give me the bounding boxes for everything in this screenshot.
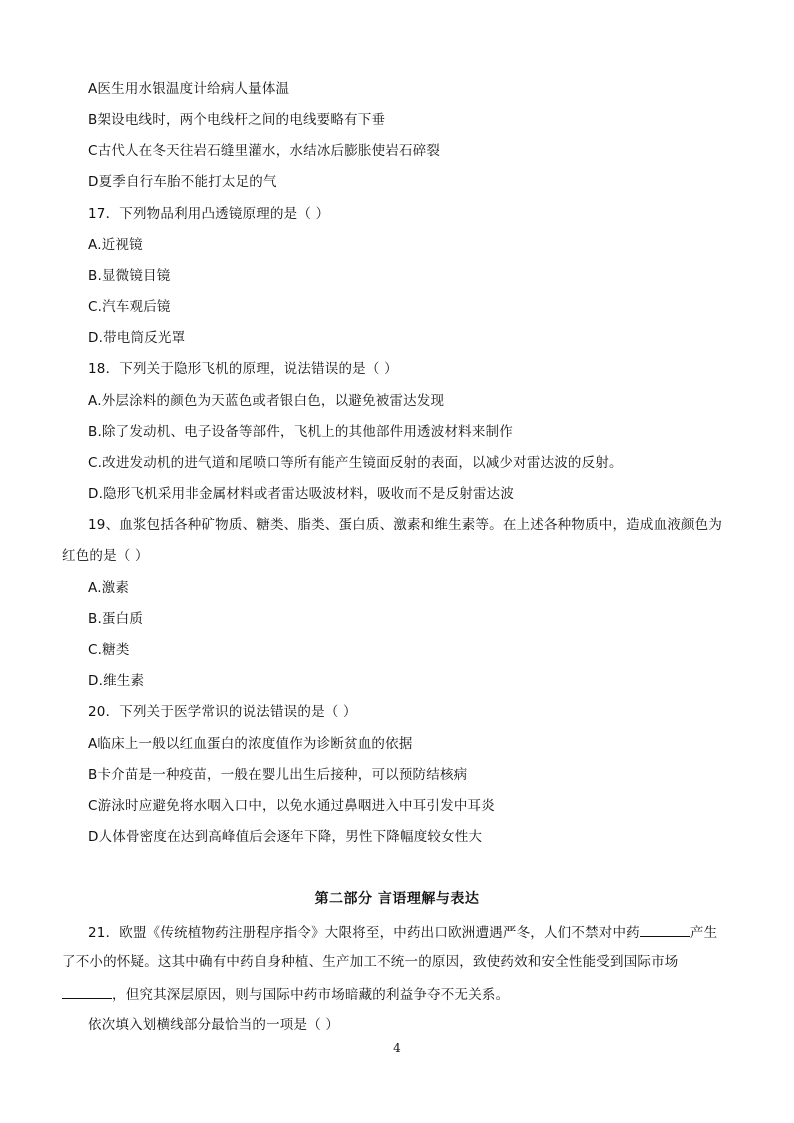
q17-stem: 17．下列物品利用凸透镜原理的是（ ） [88, 206, 330, 222]
q16-option-b: B架设电线时，两个电线杆之间的电线要略有下垂 [88, 112, 386, 128]
q17-option-a: A.近视镜 [88, 237, 143, 253]
q21-text-before-blank-1: 21．欧盟《传统植物药注册程序指令》大限将至，中药出口欧洲遭遇严冬，人们不禁对中药 [88, 925, 640, 941]
q20-option-b: B卡介苗是一种疫苗，一般在婴儿出生后接种，可以预防结核病 [88, 767, 468, 783]
q20-option-a: A临床上一般以红血蛋白的浓度值作为诊断贫血的依据 [88, 736, 413, 752]
q20-option-d: D人体骨密度在达到高峰值后会逐年下降，男性下降幅度较女性大 [88, 829, 483, 845]
q19-option-d: D.维生素 [88, 673, 145, 689]
q17-option-b: B.显微镜目镜 [88, 268, 171, 284]
q19-option-c: C.糖类 [88, 642, 130, 658]
fill-blank-2 [62, 984, 112, 999]
fill-blank-1 [640, 922, 690, 937]
q17-option-d: D.带电筒反光罩 [88, 330, 186, 346]
q18-option-c: C.改进发动机的进气道和尾喷口等所有能产生镜面反射的表面，以减少对雷达波的反射。 [88, 455, 623, 471]
q18-option-a: A.外层涂料的颜色为天蓝色或者银白色，以避免被雷达发现 [88, 393, 445, 409]
q19-stem-line-2: 红色的是（ ） [62, 548, 149, 564]
q19-option-b: B.蛋白质 [88, 611, 144, 627]
q21-stem-line-2: 了不小的怀疑。这其中确有中药自身种植、生产加工不统一的原因，致使药效和安全性能受到国际市场 [62, 954, 679, 970]
q21-stem-line-3 [62, 984, 509, 1004]
section-heading: 第二部分 言语理解与表达 [314, 891, 480, 907]
q18-option-b: B.除了发动机、电子设备等部件，飞机上的其他部件用透波材料来制作 [88, 424, 513, 440]
q21-text-after-blank-2: ，但究其深层原因，则与国际中药市场暗藏的利益争夺不无关系。 [112, 987, 510, 1003]
q16-option-c: C古代人在冬天往岩石缝里灌水，水结冰后膨胀使岩石碎裂 [88, 143, 441, 159]
q19-option-a: A.激素 [88, 580, 130, 596]
page-number: 4 [393, 1041, 401, 1055]
q21-prompt: 依次填入划横线部分最恰当的一项是（ ） [88, 1017, 340, 1033]
q20-option-c: C游泳时应避免将水咽入口中，以免水通过鼻咽进入中耳引发中耳炎 [88, 798, 495, 814]
q17-option-c: C.汽车观后镜 [88, 299, 171, 315]
q21-text-after-blank-1: 产生 [689, 925, 718, 941]
q20-stem: 20．下列关于医学常识的说法错误的是（ ） [88, 704, 357, 720]
q21-stem-line-1 [88, 922, 717, 942]
q19-stem-line-1: 19、血浆包括各种矿物质、糖类、脂类、蛋白质、激素和维生素等。在上述各种物质中，造成血液颜色为 [88, 517, 723, 533]
q18-option-d: D.隐形飞机采用非金属材料或者雷达吸波材料，吸收而不是反射雷达波 [88, 486, 515, 502]
q16-option-d: D夏季自行车胎不能打太足的气 [88, 174, 277, 190]
q16-option-a: A医生用水银温度计给病人量体温 [88, 81, 290, 97]
q18-stem: 18．下列关于隐形飞机的原理，说法错误的是（ ） [88, 361, 398, 377]
